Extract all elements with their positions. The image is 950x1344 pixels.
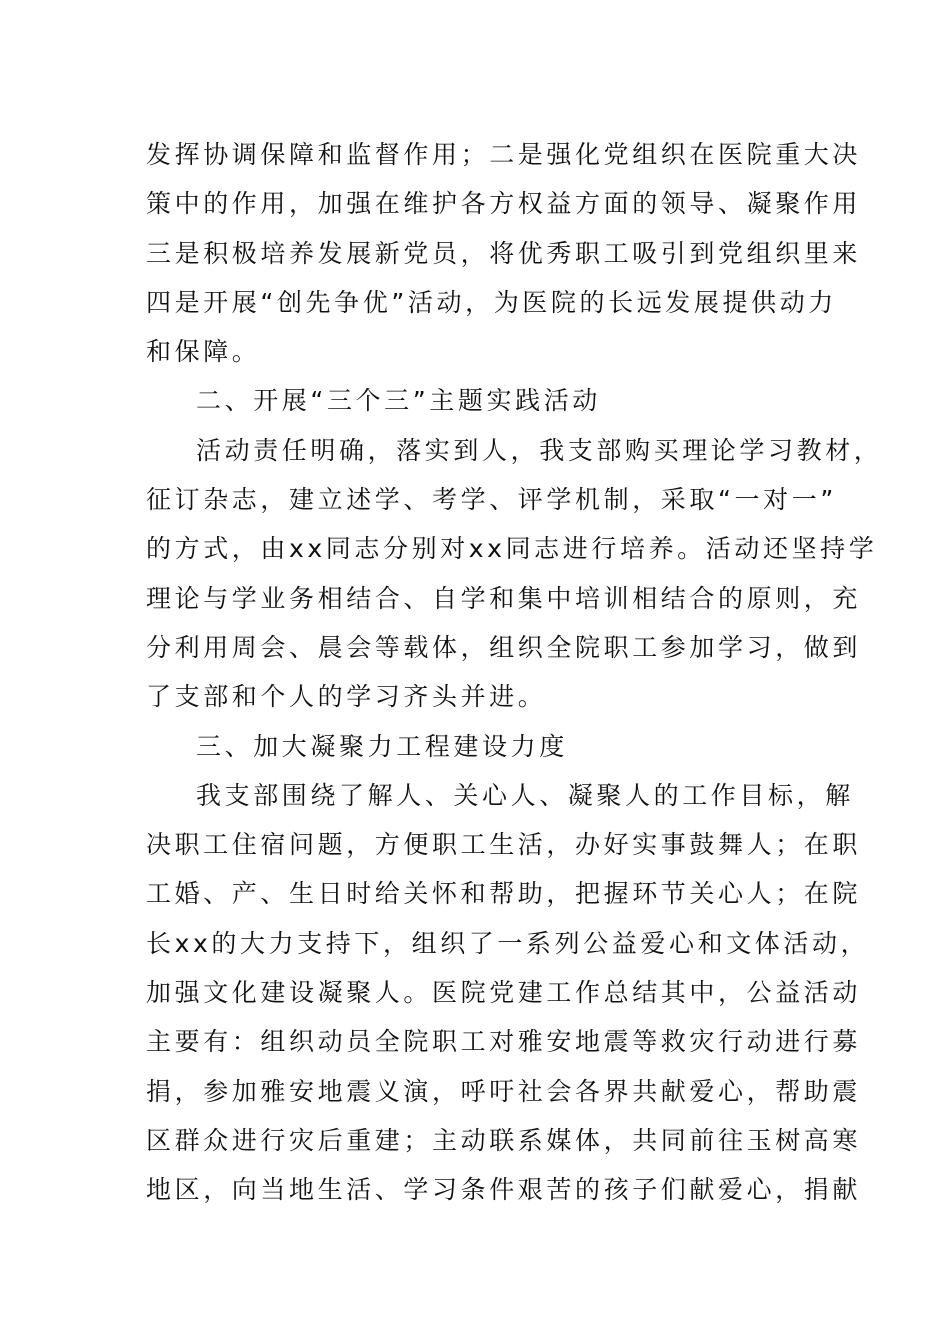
body-line: 发挥协调保障和监督作用；二是强化党组织在医院重大决 [146,140,862,169]
body-line: 分利用周会、晨会等载体，组织全院职工参加学习，做到 [146,632,862,662]
document-body [146,130,883,1215]
body-line: 三是积极培养发展新党员，将优秀职工吸引到党组织里来 [146,238,862,268]
body-line: 四是开展“创先争优”活动，为医院的长远发展提供动力 [146,287,837,317]
section-heading-2: 二、开展“三个三”主题实践活动 [196,386,601,416]
body-line: 的方式，由xx同志分别对xx同志进行培养。活动还坚持学 [146,534,878,564]
body-line: 捐，参加雅安地震义演，呼吁社会各界共献爱心，帮助震 [146,1076,862,1106]
body-line: 加强文化建设凝聚人。医院党建工作总结其中，公益活动 [146,978,862,1008]
body-line: 我支部围绕了解人、关心人、凝聚人的工作目标，解 [196,780,854,810]
body-line: 和保障。 [146,337,261,367]
body-line: 了支部和个人的学习齐头并进。 [146,682,547,712]
body-line: 决职工住宿问题，方便职工生活，办好实事鼓舞人；在职 [146,830,862,860]
body-line: 区群众进行灾后重建；主动联系媒体，共同前往玉树高寒 [146,1125,862,1155]
section-heading-3: 三、加大凝聚力工程建设力度 [196,731,568,761]
body-line: 征订杂志，建立述学、考学、评学机制，采取“一对一” [146,485,837,515]
body-line: 工婚、产、生日时给关怀和帮助，把握环节关心人；在院 [146,879,862,909]
body-line: 活动责任明确，落实到人，我支部购买理论学习教材， [196,435,883,465]
body-line: 地区，向当地生活、学习条件艰苦的孩子们献爱心，捐献 [146,1175,862,1205]
body-line: 理论与学业务相结合、自学和集中培训相结合的原则，充 [146,583,862,613]
body-line: 策中的作用，加强在维护各方权益方面的领导、凝聚作用 [146,189,862,219]
body-line: 长xx的大力支持下，组织了一系列公益爱心和文体活动， [146,928,870,958]
body-line: 主要有：组织动员全院职工对雅安地震等救灾行动进行募 [146,1027,862,1057]
